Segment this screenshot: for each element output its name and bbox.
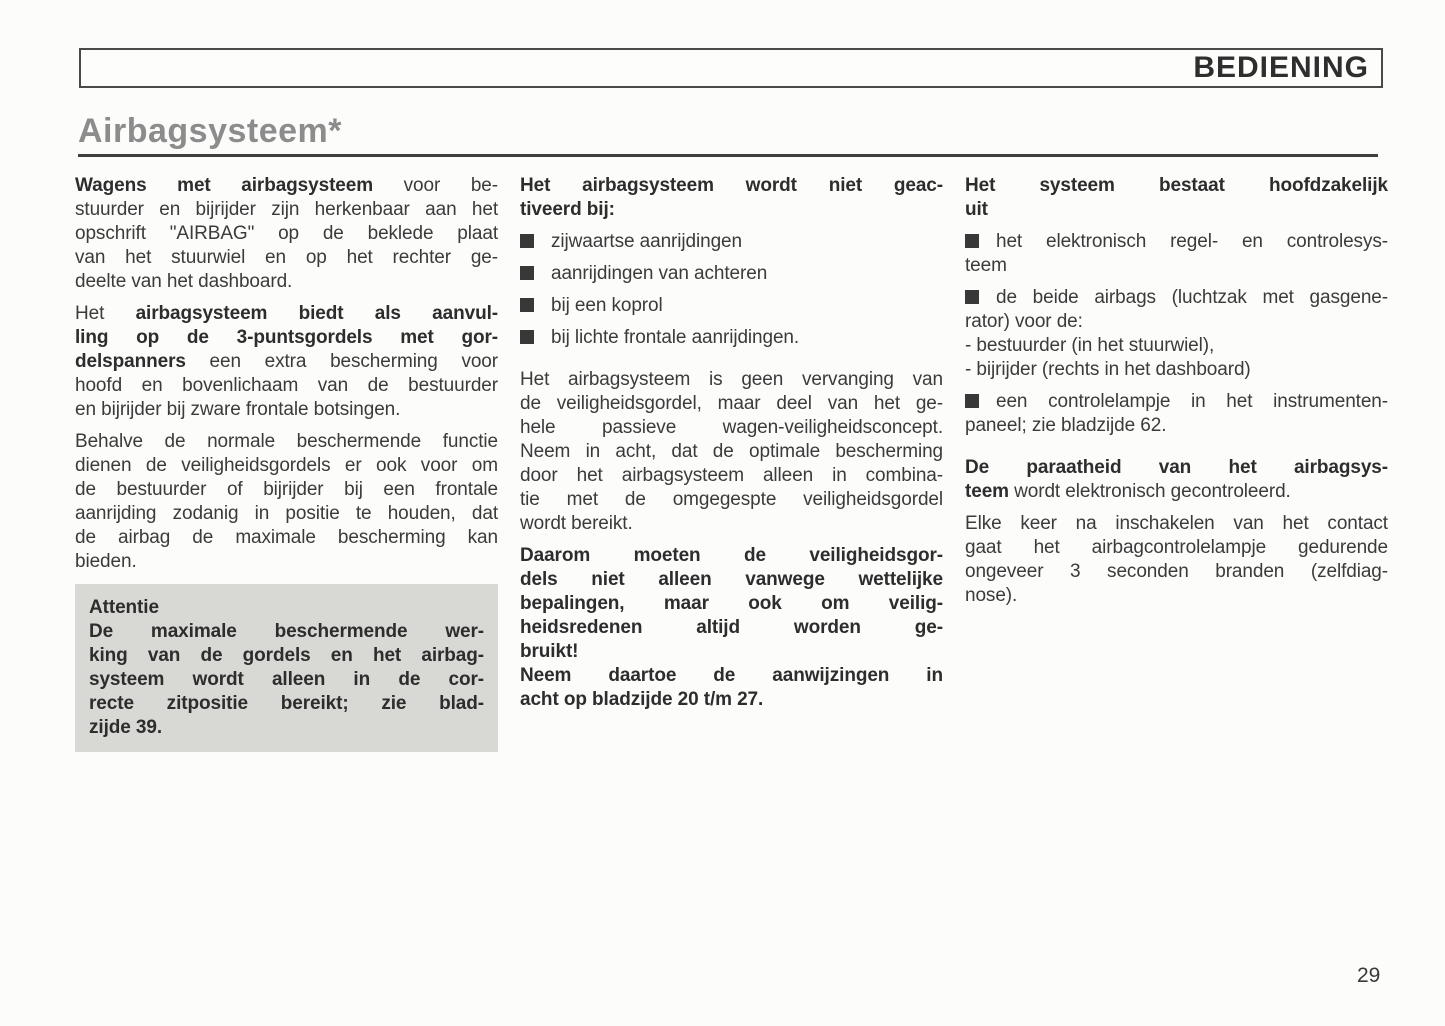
text-line: Elke keer na inschakelen van het contact (965, 513, 1388, 534)
text-line: recte zitpositie bereikt; zie blad- (89, 693, 484, 714)
paragraph (965, 456, 1388, 504)
text-line: De maximale beschermende wer- (89, 621, 484, 642)
bullet-square-icon (965, 290, 979, 304)
text-line: De paraatheid van het airbagsys- (965, 457, 1388, 478)
section-header-box (79, 48, 1383, 88)
text-line: door het airbagsysteem alleen in combina- (520, 465, 943, 486)
text-line: hele passieve wagen-veiligheidsconcept. (520, 417, 943, 438)
text-line: paneel; zie bladzijde 62. (965, 415, 1167, 436)
bullet-item (520, 326, 943, 350)
text-line: Neem in acht, dat de optimale bescherming (520, 441, 943, 462)
paragraph (520, 368, 943, 536)
text-line: - bijrijder (rechts in het dashboard) (965, 359, 1251, 380)
column-middle (520, 174, 943, 760)
section-header-label: BEDIENING (1193, 51, 1369, 84)
text-line: en bijrijder bij zware frontale botsingen. (75, 399, 401, 420)
text-line: dels niet alleen vanwege wettelijke (520, 569, 943, 590)
paragraph (520, 544, 943, 712)
bullet-square-icon (520, 298, 534, 312)
paragraph (965, 174, 1388, 222)
bullet-square-icon (520, 266, 534, 280)
title-rule (78, 154, 1378, 157)
bullet-item (965, 286, 1388, 382)
bullet-square-icon (520, 234, 534, 248)
text-line: zijwaartse aanrijdingen (520, 230, 943, 254)
paragraph (520, 174, 943, 222)
text-line: de veiligheidsgordel, maar deel van het ge- (520, 393, 943, 414)
text-line: delspanners een extra bescherming voor (75, 351, 498, 372)
text-line: tiveerd bij: (520, 199, 615, 220)
text-line: tie met de omgegespte veiligheidsgordel (520, 489, 943, 510)
text-line: dienen de veiligheidsgordels er ook voor om (75, 455, 498, 476)
bullet-square-icon (965, 394, 979, 408)
text-line: aanrijding zodanig in positie te houden, dat (75, 503, 498, 524)
paragraph (965, 512, 1388, 608)
text-line: de beide airbags (luchtzak met gasgene- (965, 286, 1388, 310)
text-line: stuurder en bijrijder zijn herkenbaar aan het (75, 199, 498, 220)
bullet-item (965, 390, 1388, 438)
text-line: acht op bladzijde 20 t/m 27. (520, 689, 764, 710)
text-line: de airbag de maximale bescherming kan (75, 527, 498, 548)
bullet-item (520, 294, 943, 318)
text-line: bruikt! (520, 641, 579, 662)
text-line: deelte van het dashboard. (75, 271, 293, 292)
text-line: de bestuurder of bijrijder bij een frontale (75, 479, 498, 500)
column-right (965, 174, 1388, 760)
text-line: opschrift "AIRBAG" op de beklede plaat (75, 223, 498, 244)
text-line: hoofd en bovenlichaam van de bestuurder (75, 375, 498, 396)
text-line: Het airbagsysteem wordt niet geac- (520, 175, 943, 196)
text-line: wordt bereikt. (520, 513, 633, 534)
bullet-item (520, 262, 943, 286)
paragraph (75, 302, 498, 422)
attention-box (75, 584, 498, 752)
text-line: Het airbagsysteem is geen vervanging van (520, 369, 943, 390)
bullet-square-icon (520, 330, 534, 344)
text-line: Attentie (89, 597, 159, 618)
text-line: zijde 39. (89, 717, 163, 738)
paragraph (75, 430, 498, 574)
text-line: Behalve de normale beschermende functie (75, 431, 498, 452)
text-line: bieden. (75, 551, 137, 572)
text-line: Neem daartoe de aanwijzingen in (520, 665, 943, 686)
text-line: uit (965, 199, 988, 220)
text-line: Het systeem bestaat hoofdzakelijk (965, 175, 1388, 196)
bullet-item (965, 230, 1388, 278)
text-line: gaat het airbagcontrolelampje gedurende (965, 537, 1388, 558)
page-title: Airbagsysteem* (78, 112, 343, 150)
text-line: bepalingen, maar ook om veilig- (520, 593, 943, 614)
text-line: een controlelampje in het instrumenten- (965, 390, 1388, 414)
text-line: Daarom moeten de veiligheidsgor- (520, 545, 943, 566)
text-line: bij een koprol (520, 294, 943, 318)
column-left (75, 174, 498, 760)
text-line: van het stuurwiel en op het rechter ge- (75, 247, 498, 268)
text-line: bij lichte frontale aanrijdingen. (520, 326, 943, 350)
text-line: aanrijdingen van achteren (520, 262, 943, 286)
page-number: 29 (1357, 964, 1381, 987)
text-line: rator) voor de: (965, 311, 1083, 332)
text-line: - bestuurder (in het stuurwiel), (965, 335, 1215, 356)
text-line: systeem wordt alleen in de cor- (89, 669, 484, 690)
text-line: heidsredenen altijd worden ge- (520, 617, 943, 638)
bullet-square-icon (965, 234, 979, 248)
text-line: Wagens met airbagsysteem voor be- (75, 175, 498, 196)
text-line: teem wordt elektronisch gecontroleerd. (965, 481, 1291, 502)
text-line: nose). (965, 585, 1018, 606)
paragraph (75, 174, 498, 294)
text-line: teem (965, 255, 1007, 276)
text-line: Het airbagsysteem biedt als aanvul- (75, 303, 498, 324)
bullet-item (520, 230, 943, 254)
text-line: ongeveer 3 seconden branden (zelfdiag- (965, 561, 1388, 582)
text-line: king van de gordels en het airbag- (89, 645, 484, 666)
text-line: het elektronisch regel- en controlesys- (965, 230, 1388, 254)
text-line: ling op de 3-puntsgordels met gor- (75, 327, 498, 348)
content-columns (75, 174, 1388, 760)
